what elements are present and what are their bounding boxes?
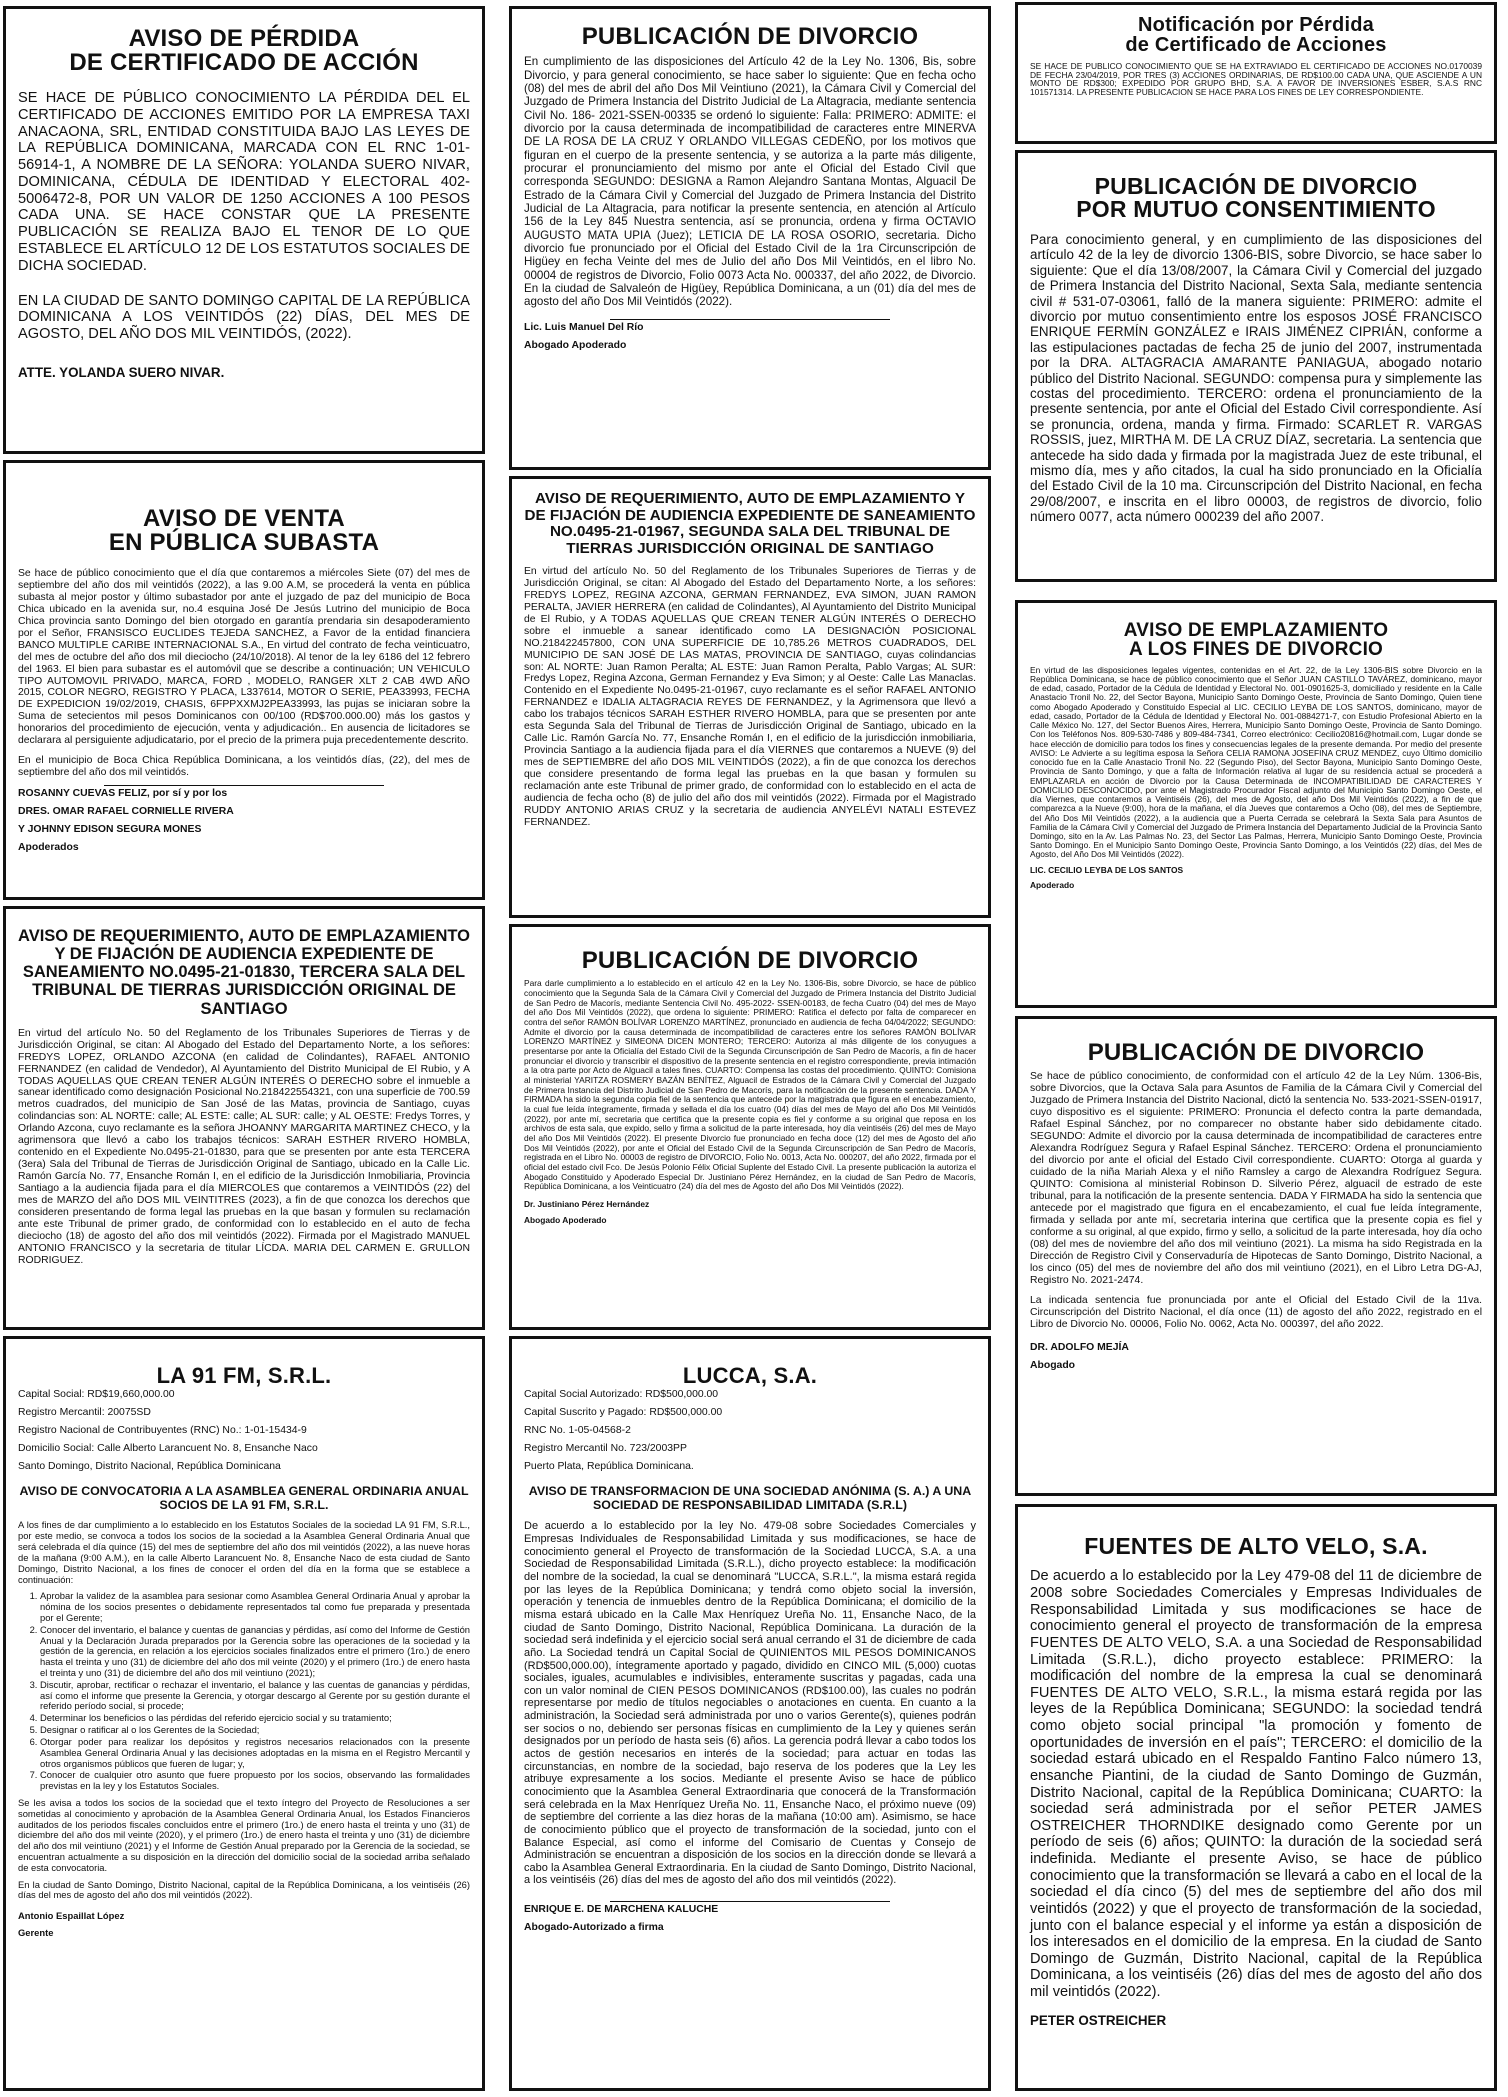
- company-capital: Capital Social: RD$19,660,000.00: [18, 1389, 175, 1401]
- signature-line-4: Apoderados: [18, 842, 79, 853]
- signature-role: Abogado Apoderado: [524, 1214, 607, 1225]
- agenda-list: [18, 1591, 470, 1792]
- agenda-item: 2. Conocer del inventario, el balance y cuentas de ganancias y pérdidas, así como del Informe de Gestión Anual y la Declaración Jurada preparados por la Gerencia sobre las operaciones de la sociedad y la gestión de la gerencia, en relación a los ejercicios sociales finalizados entre el primero (1ro.) de enero hasta el treinta y uno (31) de diciembre del año dos mil veinte (2020) y el primero (1ro.) de enero hasta el treinta y uno (31) de diciembre del año dos mil veintiuno (2021);: [40, 1625, 470, 1679]
- notice-body: En virtud del artículo No. 50 del Reglamento de los Tribunales Superiores de Tierras y de Jurisdicción Original, se citan: Al Abogado del Estado del Departamento Norte, a los señores: FREDYS LOPEZ, ORLANDO AZCONA (en calidad de Colindantes), RAFAEL ANTONIO FERNANDEZ (en calidad de Vendedor), Al Ayuntamiento del Distrito Municipal de El Rubio, y A TODAS AQUELLAS QUE CREAN TENER ALGÚN INTERÉS O DERECHO sobre el inmueble a sanear identificado como designación Posicional No.218422554321, con una superficie de 700.59 metros cuadrados, del municipio de San José de las Matas, provincia de Santiago, cuyas colindancias son: AL NORTE: calle; AL ESTE: calle; AL SUR: calle; y AL OESTE: Fredys Torres, y Orlando Azcona, cuyo reclamante es la señora JHOANNY MARGARITA MARTINEZ CHECO, y la agrimensora que llevó a cabo los trabajos técnicos: SARAH ESTHER RIVERO HOMBLA, contenido en el Expediente No.0495-21-01830, para que se presenten por ante esta TERCERA (3era) Sala del Tribunal de Tierras de Jurisdicción Original de Santiago, ubicado en la Calle Lic. Ramón García No. 77, Ensanche Román I, en el edificio de la Jurisdicción Inmobiliaria, Provincia Santiago a la audiencia fijada para el día MIERCOLES que contaremos a VEINTIDÓS (22) del mes de MARZO del año DOS MIL VEINTITRES (2023), a fin de que conozca los derechos que consideren presentando de forma legal las pruebas en la que basan y formulen su reclamación ante este Tribunal de primer grado, de conformidad con lo establecido en el auto de fecha dieciocho (18) de agosto del año dos mil veintidós (2022). Firmada por el Magistrado MANUEL ANTONIO FRANCISCO y la secretaria de titular LÍCDA. MARIA DEL CARMEN E. GRULLON RODRIGUEZ.: [18, 1027, 470, 1266]
- notice-body: Se hace de público conocimiento, de conformidad con el artículo 42 de la Ley Núm. 1306-Bis, sobre Divorcios, que la Octava Sala para Asuntos de Familia de la Cámara Civil y Comercial del Juzgado de Primera Instancia del Distrito Nacional, dictó la sentencia No. 533-2021-SSEN-01917, cuyo dispositivo es el siguiente: PRIMERO: Pronuncia el defecto contra la parte demandada, Rafael Espinal Sánchez, por no comparecer no obstante haber sido debidamente citado. SEGUNDO: Admite el divorcio por la causa determinada de incompatibilidad de caracteres entre Alexandra Rodríguez Segura y Rafael Espinal Sánchez. TERCERO: Ordena el pronunciamiento del divorcio por ante el oficial del Estado Civil correspondiente. CUARTO: Otorga al guarda y cuidado de la niña Mariah Alexa y el niño Ramsley a cargo de Alexandra Rodríguez Segura. QUINTO: Comisiona al ministerial Robinson D. Silverio Pérez, alguacil de estrado de este tribunal, para la notificación de la presente sentencia. DADA Y FIRMADA ha sido la sentencia que antecede por el magistrado que figura en el encabezamiento, el cual fue leída íntegramente, firmada y sellada por ante mí, secretaria interina que certifica que la presente copia es fiel y conforme a su original, al que expido, firmo y sello, a solicitud de la parte interesada, hoy día ocho (08) del mes de noviembre del año dos mil veintiuno (2021). La misma ha sido Registrada en la Dirección de Registro Civil y Conservaduría de Hipotecas de Santo Domingo, Distrito Nacional, a los cinco (05) del mes de noviembre del año dos mil veintiuno (2021), en el Libro Letra DG-AJ, Registro No. 2021-2474.: [1030, 1071, 1482, 1286]
- signature-role: Abogado-Autorizado a firma: [524, 1922, 664, 1934]
- signature-role: Abogado: [1030, 1360, 1076, 1372]
- column-center: [509, 0, 997, 2097]
- signature-role: Abogado Apoderado: [524, 339, 627, 351]
- notice-title: [1030, 15, 1482, 56]
- title-line-2: EN PÚBLICA SUBASTA: [108, 529, 380, 557]
- signature-name: Lic. Luis Manuel Del Río: [524, 321, 644, 333]
- agenda-item: 6. Otorgar poder para realizar los depósitos y registros necesarios relacionados con la presente Asamblea General Ordinaria Anual y las decisiones adoptadas en la misma en el Registro Mercantil y otros organismos públicos que fueren de lugar; y,: [40, 1737, 470, 1769]
- signature-role: Gerente: [18, 1927, 54, 1939]
- company-registry: Registro Mercantil No. 723/2003PP: [524, 1443, 687, 1455]
- company-capital-paid: Capital Suscrito y Pagado: RD$500,000.00: [524, 1407, 723, 1419]
- notice-divorce-summons: [1015, 600, 1497, 1008]
- signature-line: [610, 319, 890, 320]
- notice-title: [1030, 621, 1482, 660]
- notice-body: SE HACE DE PUBLICO CONOCIMIENTO QUE SE HA EXTRAVIADO EL CERTIFICADO DE ACCIONES NO.0170039 DE FECHA 23/04/2019, POR TRES (3) ACCIONES ORDINARIAS, DE RD$100.00 CADA UNA, QUE ASCIENDE A UN MONTO DE RD$300; EXPEDIDO POR GRUPO BHD, S.A. A FAVOR DE INVERSIONES ESBER, S.A.S RNC 101571314. LA PRESENTE PUBLICACION SE HACE PARA LOS FINES DE LEY CORRESPONDIENTE.: [1030, 60, 1482, 98]
- title-line-1: PUBLICACIÓN DE DIVORCIO: [1094, 173, 1418, 199]
- notice-body: Para conocimiento general, y en cumplimiento de las disposiciones del artículo 42 de la ley de divorcio 1306-BIS, sobre Divorcio, se hace saber lo siguiente: Que el día 13/08/2007, la Cámara Civil y Comercial del juzgado de Primera Instancia del Distrito Nacional, Sexta Sala, mediante sentencia civil # 531-07-03061, falló de la manera siguiente: PRIMERO: admite el divorcio por mutuo consentimiento entre los esposos JOSÉ FRANCISCO ENRIQUE FERMÍN GONZÁLEZ e IRAIS JIMÉNEZ CIPRIÁN, conforme a las estipulaciones pactadas de fecha 25 de junio del 2007, instrumentada por la DRA. ALTAGRACIA AMARANTE PANIAGUA, abogado notario público del Distrito Nacional. SEGUNDO: compensa pura y simplemente las costas del procedimiento. TERCERO: ordena el pronunciamiento de la presente sentencia, por ante el Oficial del Estado Civil correspondiente. Así se pronuncia, ordena, manda y firma. Firmado: SCARLET R. VARGAS ROSSIS, juez, MIRTHA M. DE LA CRUZ DÍAZ, secretaria. La sentencia que antecede ha sido dada y firmada por la magistrada Juez de este tribunal, el mismo día, mes y año citados, la cual ha sido pronunciado en la Oficialía del Estado Civil de la 10 ma. Circunscripción del Distrito Nacional, en fecha 29/08/2007, e inscrita en el libro 00003, de registros de divorcio, folio número 0077, acta número 000239 del año 2007.: [1030, 231, 1482, 525]
- notice-closing: Se les avisa a todos los socios de la sociedad que el texto íntegro del Proyecto de Resoluciones a ser sometidas al conocimiento y aprobación de la Asamblea General Ordinaria Anual, los Estados Financieros auditados de los periodos fiscales concluidos entre el primero (1ro.) de enero hasta el treinta y uno (31) de diciembre del año dos mil veinte (2020), y el primero (1ro.) de enero hasta el treinta y uno (31) de diciembre del año dos mil veintiuno (2021) y el Informe de Gestión Anual preparado por la Gerencia de la sociedad, se encuentran actualmente a su disposición en la dirección del domicilio social de la sociedad arriba señalado de esta convocatoria.: [18, 1796, 470, 1873]
- notice-title: [1030, 175, 1482, 222]
- company-address: Domicilio Social: Calle Alberto Larancuent No. 8, Ensanche Naco: [18, 1443, 318, 1455]
- signature-line-2: DRES. OMAR RAFAEL CORNIELLE RIVERA: [18, 806, 234, 818]
- title-line-2: de Certificado de Acciones: [1125, 34, 1387, 57]
- notice-closing: La indicada sentencia fue pronunciada por ante el Oficial del Estado Civil de la 11va. Circunscripción del Distrito Nacional, el día once (11) de agosto del año 2022, registrado en el Libro de Divorcio No. 00006, Folio No. 0062, Acta No. 000397, del año 2022.: [1030, 1294, 1482, 1330]
- signature-line: [610, 1901, 890, 1902]
- title-line-1: Notificación por Pérdida: [1138, 14, 1374, 36]
- signature-line: [104, 785, 384, 786]
- signature-name: ENRIQUE E. DE MARCHENA KALUCHE: [524, 1904, 719, 1916]
- company-name: FUENTES DE ALTO VELO, S.A.: [1084, 1533, 1428, 1559]
- signature-name: Antonio Espaillat López: [18, 1910, 125, 1922]
- notice-title: [18, 507, 470, 556]
- notice-body: En virtud del artículo No. 50 del Reglamento de los Tribunales Superiores de Tierras y de Jurisdicción Original, se citan: Al Abogado del Estado del Departamento Norte, a los señores: FREDYS LOPEZ, REGINA AZCONA, GERMAN FERNANDEZ, EVA SIMON, JUAN RAMON PERALTA, JAVIER HERRERA (en calidad de Colindantes), Al Ayuntamiento del Distrito Municipal de El Rubio, y A TODAS AQUELLAS QUE CREAN TENER ALGÚN INTERÉS O DERECHO sobre el inmueble a sanear identificado como LA DESIGNACIÓN POSICIONAL NO.218422457800, CON UNA SUPERFICIE DE 10,785.26 METROS CUADRADOS, DEL MUNICIPIO DE SAN JOSÉ DE LAS MATAS, PROVINCIA DE SANTIAGO, cuyas colindancias son: AL NORTE: Juan Ramon Peralta; AL ESTE: Juan Ramon Peralta, Pablo Vargas; AL SUR: Fredys Lopez, Regina Azcona, German Fernandez y Eva Simon; y al Oeste: Calle Las Manaclas. Contenido en el Expediente No.0495-21-01967, cuyo reclamante es el señor RAFAEL ANTONIO FERNANDEZ e IDALIA ALTAGRACIA REYES DE FERNANDEZ, y la Agrimensora que llevó a cabo los trabajos técnicos SARAH ESTHER RIVERO HOMBLA, para que se presenten por ante esta Segunda Sala del Tribunal de Tierras de Jurisdicción Original de Santiago, ubicado en la Calle Lic. Ramón García No. 77, Ensanche Román I, en el edificio de la jurisdicción inmobiliaria, Provincia Santiago a la audiencia fijada para el día VIERNES que contaremos a NUEVE (9) del mes de SEPTIEMBRE del año DOS MIL VEINTIDÓS (2022), a fin de que conozca los derechos que considere presentando de forma legal las pruebas en la que basan y formulen su reclamación ante este Tribunal de primer grado, de conformidad con lo establecido en el acta de audiencia de fecha ocho (8) de julio del año dos mil veintidós (2022). Firmada por el Magistrado RUDDY ANTONIO ARIAS CRUZ y la secretaria de audiencia ANYELÉVI NATALI ESTEVEZ FERNANDEZ.: [524, 565, 976, 828]
- notice-body: SE HACE DE PÚBLICO CONOCIMIENTO LA PÉRDIDA DEL EL CERTIFICADO DE ACCIONES EMITIDO POR LA EMPRESA TAXI ANACAONA, SRL, ENTIDAD CONSTITUIDA BAJO LAS LEYES DE LA REPÚBLICA DOMINICANA, MARCADA CON EL RNC 1-01-56914-1, A NOMBRE DE LA SEÑORA: YOLANDA SUERO NIVAR, DOMINICANA, CÉDULA DE IDENTIDAD Y ELECTORAL 402-5006472-8, POR UN VALOR DE 1250 ACCIONES A 100 PESOS CADA UNA. SE HACE CONSTAR QUE LA PRESENTE PUBLICACIÓN SE REALIZA BAJO EL TENOR DE LO QUE ESTABLECE EL ARTÍCULO 12 DE LOS ESTATUTOS SOCIALES DE DICHA SOCIEDAD.: [18, 89, 470, 274]
- notice-divorce-2: [509, 924, 991, 1330]
- title-line-1: AVISO DE VENTA: [143, 505, 345, 532]
- notice-lucca-transformation: [509, 1336, 991, 2091]
- notice-place-date: EN LA CIUDAD DE SANTO DOMINGO CAPITAL DE LA REPÚBLICA DOMINICANA A LOS VEINTIDÓS (22) DÍAS, DEL MES DE AGOSTO, DEL AÑO DOS MIL VEINTIDÓS, (2022).: [18, 292, 470, 343]
- agenda-item: 5. Designar o ratificar al o los Gerentes de la Sociedad;: [40, 1725, 470, 1736]
- notice-share-certificate-loss: [1015, 2, 1497, 144]
- notice-divorce-1: [509, 6, 991, 470]
- company-city: Santo Domingo, Distrito Nacional, República Dominicana: [18, 1461, 281, 1473]
- notice-title: AVISO DE REQUERIMIENTO, AUTO DE EMPLAZAMIENTO Y DE FIJACIÓN DE AUDIENCIA EXPEDIENTE DE SANEAMIENTO NO.0495-21-01830, TERCERA SALA DEL TRIBUNAL DE TIERRAS JURISDICCIÓN ORIGINAL DE SANTIAGO: [18, 927, 470, 1018]
- agenda-item: 4. Determinar los beneficios o las pérdidas del referido ejercicio social y su tratamiento;: [40, 1713, 470, 1724]
- notice-body: En virtud de las disposiciones legales vigentes, contenidas en el Art. 22, de la Ley 1306-BIS sobre Divorcio en la República Dominicana, se hace de público conocimiento que el Señor JUAN CASTILLO TAVÁREZ, dominicano, mayor de edad, casado, Portador de la Cédula de Identidad y Electoral No. 001-0901625-3, domiciliado y residente en la Calle Anastacio Tronil No. 22, del Sector Bayona, Municipio Santo Domingo Oeste, Provincia de Santo Domingo, Quien tiene como Abogado Apoderado y Constituido Especial al LIC. CECILIO LEYBA DE LOS SANTOS, dominicano, mayor de edad, casado, Portador de la Cédula de Identidad y Electoral No. 001-0884271-7, con Estudio Profesional Abierto en la Calle México No. 127, del Sector Buenos Aires, Herrera, Municipio Santo Domingo Oeste, Provincia de Santo Domingo. Con los Teléfonos Nos. 809-530-7486 y 809-484-7341, Correo electrónico: Cecilio20816@hotmail.com, Lugar donde se hace elección de domicilio para todos los fines y consecuencias legales de la presente demanda. Por medio del presente AVISO: Le Advierte a su legítima esposa la Señora CELIA RAMONA JOSEFINA CRUZ MENDEZ, cuyo Último domicilio conocido fue en la Calle Anastacio Tronil No. 22 (Segundo Piso), del Sector Bayona, Municipio Santo Domingo Oeste, Provincia de Santo Domingo, y que a falta de Información relativa al lugar de su residencia actual se procederá a EMPLAZARLA en acción de Divorcio por la Causa Determinada de INCOMPATIBILIDAD DE CARACTERES Y DOMICILIO DESCONOCIDO, por ante el Magistrado Procurador Fiscal adjunto del Municipio Santo Domingo Oeste, el día Viernes, que contaremos a Veintiséis (26), del mes de Agosto, del año Dos Mil Veintidós (2022), a fin de que comparezca a la Nueve (9:00), hora de la mañana, el día Jueves que contaremos a Ocho (08), del mes de Septiembre, del Año Dos Mil Veintidós (2022), a la audiencia que a Puerta Cerrada se celebrará la Sexta Sala para Asuntos de Familia de la Cámara Civil y Comercial del Juzgado de Primera Instancia del Departamento Judicial de la Provincia Santo Domingo, sito en la Av. Las Palmas No. 23, del Sector Las Palmas, Herrera, Municipio Santo Domingo Oeste, Provincia Santo Domingo. En el Municipio Santo Domingo Oeste, Provincia Santo Domingo, a los Veintidós (22) días, del Mes de Agosto, del Año Dos Mil Veintidós (2022).: [1030, 664, 1482, 860]
- column-right: [1015, 0, 1503, 2097]
- title-line-1: AVISO DE PÉRDIDA: [128, 25, 360, 52]
- notice-title: AVISO DE REQUERIMIENTO, AUTO DE EMPLAZAMIENTO Y DE FIJACIÓN DE AUDIENCIA EXPEDIENTE DE SANEAMIENTO NO.0495-21-01967, SEGUNDA SALA DEL TRIBUNAL DE TIERRAS JURISDICCIÓN ORIGINAL DE SANTIAGO: [524, 490, 976, 558]
- notice-title: PUBLICACIÓN DE DIVORCIO: [581, 23, 919, 50]
- notice-fuentes-alto-velo: [1015, 1504, 1497, 2091]
- notice-title: PUBLICACIÓN DE DIVORCIO: [1087, 1039, 1425, 1066]
- signature-name: DR. ADOLFO MEJÍA: [1030, 1342, 1129, 1354]
- company-name: LA 91 FM, S.R.L.: [156, 1363, 332, 1388]
- notice-body: De acuerdo a lo establecido por la Ley 479-08 del 11 de diciembre de 2008 sobre Sociedades Comerciales y Empresas Individuales de Responsabilidad Limitada y sus modificaciones se hace de conocimiento general el proyecto de transformación de la empresa FUENTES DE ALTO VELO, S.A. a una Sociedad de Responsabilidad Limitada (S.R.L.), dicho proyecto establece: PRIMERO: la modificación del nombre de la empresa la cual se denominará FUENTES DE ALTO VELO, S.R.L., la misma estará regida por las leyes de la República Dominicana; SEGUNDO: la sociedad tendrá como objeto social principal "la promoción y fomento de oportunidades de inversión en el país"; TERCERO: el domicilio de la sociedad estará ubicado en el Respaldo Fantino Falco número 13, ensanche Piantini, de la ciudad de Santo Domingo de Guzmán, Distrito Nacional, capital de la República Dominicana; CUARTO: la sociedad será administrada por el señor PETER JAMES OSTREICHER THORNDIKE designado como Gerente por un período de seis (6) años; QUINTO: la duración de la sociedad será indefinida. Mediante el presente Aviso, se hace de público conocimiento que la transformación se llevará a cabo en el local de la sociedad el día cinco (5) del mes de septiembre del año dos mil veintidós (2022) y que el proyecto de transformación de la sociedad, junto con el balance especial y el informe ya están a disposición de los interesados en el domicilio de la empresa. En la ciudad de Santo Domingo de Guzmán, Distrito Nacional, capital de la República Dominicana, a los veintiséis (26) días del mes de agosto del año dos mil veintidós (2022).: [1030, 1568, 1482, 2001]
- company-name: LUCCA, S.A.: [682, 1363, 818, 1388]
- column-left: [3, 0, 491, 2097]
- agenda-item: 7. Conocer de cualquier otro asunto que fuere propuesto por los socios, observando las formalidades previstas en la ley y los Estatutos Sociales.: [40, 1770, 470, 1792]
- notice-mutual-divorce: [1015, 150, 1497, 582]
- notice-divorce-3: [1015, 1016, 1497, 1496]
- notice-land-requirement-1967: [509, 476, 991, 918]
- notice-signature: ATTE. YOLANDA SUERO NIVAR.: [18, 364, 225, 380]
- notice-land-requirement-1830: [3, 906, 485, 1330]
- notice-body: De acuerdo a lo establecido por la ley No. 479-08 sobre Sociedades Comerciales y Empresas Individuales de Responsabilidad Limitada y sus modificaciones, se hace de conocimiento general el Proyecto de transformación de la Sociedad LUCCA, S.A. a una Sociedad de Responsabilidad Limitada (S.R.L.), dicho proyecto establece: la modificación del nombre de la sociedad, la cual se denominará "LUCCA, S.R.L.", la misma estará regida por las leyes de la República Dominicana; y tendrá como objeto social la inversión, operación y tenencia de inmuebles dentro de la República Dominicana; el domicilio de la misma estará ubicado en la Calle Max Henríquez Ureña No. 11, Ensanche Naco, de la ciudad de Santo Domingo, Distrito Nacional, República Dominicana. La duración de la sociedad será indefinida y el ejercicio social será anual cerrando el 31 de diciembre de cada año. La Sociedad tendrá un Capital Social de QUINIENTOS MIL PESOS DOMINICANOS (RD$500,000.00), íntegramente aportado y pagado, dividido en CINCO MIL (5,000) cuotas sociales, iguales, acumulables e indivisibles, enteramente suscritas y pagadas, cada una con un valor nominal de CIEN PESOS DOMINICANOS (RD$100.00), las cuales no podrán representarse por medio de títulos negociables o anotaciones en cuenta. En cuanto a la administración, la Sociedad será administrada por uno o varios Gerente(s), quienes podrán ser socios o no, debiendo ser personas físicas en cumplimiento de la Ley y quienes serán designados por un período de hasta seis (6) años. La gerencia podrá llevar a cabo todos los actos de gestión necesarios en interés de la sociedad; para actuar en todas las circunstancias, en nombre de la sociedad, bajo reserva de los poderes que la Ley les atribuye expresamente a los socios. Mediante el presente Aviso se hace de público conocimiento que la Asamblea General Extraordinaria que conocerá de la Transformación será celebrada en la Max Henríquez Ureña No. 11, Ensanche Naco, el próximo nueve (09) de septiembre del corriente a las diez horas de la mañana (10:00 am). Asimismo, se hace de conocimiento público que el proyecto de transformación de la sociedad, junto con el Balance Especial, así como el informe del Comisario de Cuentas y Consejo de Administración se encuentran a disposición de los socios en la dirección donde se llevará a cabo la Asamblea General Extraordinaria. En la ciudad de Santo Domingo, Distrito Nacional, a los veintiséis (26) días del mes de agosto del año dos mil veintidós (2022).: [524, 1520, 976, 1887]
- notice-body: Se hace de público conocimiento que el día que contaremos a miércoles Siete (07) del mes de septiembre del año dos mil veintidós (2022), a las 9.00 A.M, se procederá la venta en pública subasta al mejor postor y último subastador por ante el juzgado de paz del municipio de Boca Chica ubicado en la avenida sur, no.4 esquina José De Jesús Lutrino del municipio de Boca Chica provincia santo Domingo del bien otorgado en garantía prendaria sin desapoderamiento por el Señor, FRANSISCO EUCLIDES TEJEDA SANCHEZ, a Favor de la entidad financiera BANCO MULTIPLE CARIBE INTERNACIONAL S.A., En virtud del contrato de fecha veinticuatro, del mes de octubre del año dos mil dieciocho (24/10/2018). Al tenor de la ley 6186 del 12 febrero del 1963. El bien para subastar es el automóvil que se describe a continuación; UN VEHICULO TIPO AUTOMOVIL PRIVADO, MARCA, FORD , MODELO, RANGER XLT 2 CAB 4WD AÑO 2015, COLOR NEGRO, REGISTRO Y PLACA, L337614, MOTOR O SERIE, PEA33993, FECHA DE EXPEDICION 19/02/2019, CHASIS, 6FPPXXMJ2PEA33993, las pujas se iniciaran sobre la Suma de setecientos mil pesos Dominicanos con 00/100 (RD$700.000.00) más los gastos y honorarios del procedimiento de ejecución, venta y adjudicación.. En ausencia de licitadores se declarara al persiguiente adjudicatario, por el precio de la primera puja precedentemente descrito.: [18, 567, 470, 747]
- notice-place-date: En el municipio de Boca Chica República Dominicana, a los veintidós días, (22), del mes de septiembre del año dos mil veintidós.: [18, 755, 470, 779]
- signature-name: LIC. CECILIO LEYBA DE LOS SANTOS: [1030, 864, 1184, 875]
- company-registry: Registro Mercantil: 20075SD: [18, 1407, 151, 1419]
- notice-title: PUBLICACIÓN DE DIVORCIO: [581, 947, 919, 974]
- title-line-2: POR MUTUO CONSENTIMIENTO: [1076, 196, 1436, 223]
- notice-body: Para darle cumplimiento a lo establecido en el artículo 42 en la Ley No. 1306-Bis, sobre Divorcio, se hace de público conocimiento que la Segunda Sala de la Cámara Civil y Comercial del Juzgado de Primera Instancia del Distrito Judicial de San Pedro de Macorís, mediante Sentencia Civil No. 495-2022- SSEN-00183, de fecha Cuatro (04) del mes de Mayo del año Dos Mil Veintidós (2022), que ordena lo siguiente: PRIMERO: Ratifica el defecto por falta de comparecer en contra del señor RAMÓN BOLÍVAR LORENZO MARTÍNEZ, pronunciado en audiencia de fecha 04/04/2022; SEGUNDO: Admite el divorcio por la causa determinada de incompatibilidad de caracteres entre los señores RAMÓN BOLÍVAR LORENZO MARTÍNEZ y SIMEONA DICEN MONTERO; TERCERO: Autoriza al más diligente de los conyugues a presentarse por ante la Oficialía del Estado Civil de la Segunda Circunscripción de San Pedro de Macorís, a fin de hacer pronunciar el divorcio y transcribir el dispositivo de la presente sentencia en el registro correspondiente, previa intimación a la otra parte por Acto de Alguacil a tales fines. CUARTO: Compensa las costas del procedimiento. QUINTO: Comisiona al ministerial YARITZA ROSMERY BAZÁN BENÍTEZ, Alguacil de Estrados de la Cámara Civil y Comercial del Juzgado de Primera Instancia del Distrito Judicial de San Pedro de Macorís, para la notificación de la presente sentencia. DADA Y FIRMADA ha sido la segunda copia fiel de la sentencia que antecede por la magistrada que figura en el encabezamiento, la cual fue leída íntegramente, firmada y sellada el día los cuatro (04) días del mes de Mayo del año Dos Mil Veintidós (2022), por ante mí, secretaria que certifica que la presente copia es fiel y conforme a su original que reposa en los archivos de esta sala, que expido, sello y firma a solicitud de la parte interesada, hoy día veintiséis (26) del mes de Mayo del año Dos Mil Veintidós (2022). El presente Divorcio fue pronunciado en fecha doce (12) del mes de Agosto del año Dos Mil Veintidós (2022), por ante el Oficial del Estado Civil de la Segunda Circunscripción de San Pedro de Macorís, registrada en el Libro No. 00003 de registro de DIVORCIO, Folio No. 0013, Acta No. 000207, del año 2022, firmada por el oficial del estado civil Fco. De Jesús Polonio Félix Oficial Suplente del Estado Civil. La presente publicación la autoriza el Abogado Constituido y Apoderado Especial Dr. Justiniano Pérez Hernández, en la ciudad de San Pedro de Macorís, República Dominicana, a los Veinticuatro (24) día del mes de Agosto del año Dos Mil Veintidós (2022).: [524, 978, 976, 1192]
- agenda-item: 1. Aprobar la validez de la asamblea para sesionar como Asamblea General Ordinaria Anual y aprobar la nómina de los socios presentes o debidamente representados tal como fue preparada y presentada por el Gerente;: [40, 1591, 470, 1623]
- title-line-2: DE CERTIFICADO DE ACCIÓN: [69, 49, 419, 77]
- notice-certificate-loss: [3, 6, 485, 454]
- signature-line-3: Y JOHNNY EDISON SEGURA MONES: [18, 824, 202, 836]
- company-rnc: RNC No. 1-05-04568-2: [524, 1425, 631, 1437]
- notice-body: En cumplimiento de las disposiciones del Artículo 42 de la Ley No. 1306, Bis, sobre Divorcio, y para general conocimiento, se hace saber lo siguiente: Que en fecha ocho (08) del mes de abril del año Dos Mil Veintiuno (2021), la Cámara Civil y Comercial del Juzgado de Primera Instancia del Distrito Judicial de La Altagracia, mediante sentencia Civil No. 186- 2021-SSEN-00335 se ordenó lo siguiente: Falla: PRIMERO: ADMITE: el divorcio por la causa determinada de incompatibilidad de caracteres entre MINERVA DE LA ROSA DE LA CRUZ Y ORLANDO VILLEGAS CEDEÑO, por los motivos que figuran en el cuerpo de la presente sentencia, y se autoriza a la parte más diligente, procurar el pronunciamiento del mismo por ante el Oficial del Estado Civil que corresponda SEGUNDO: DESIGNA a Ramon Alejandro Santana Montas, Alguacil De Estrado de la Cámara Civil y Comercial del Juzgado de Primera Instancia del Distrito Judicial de La Altagracia, para notificar la presente sentencia, en atención al Artículo 156 de la Ley 845 Nuestra sentencia, así se pronuncia, ordena y firma OCTAVIO AUGUSTO MATA UPIA (Juez); LETICIA DE LA ROSA OSORIO, secretaria. Dicho divorcio fue pronunciado por el Oficial del Estado Civil de la 1ra Circunscripción de Higüey en fecha Veinte del mes de Julio del año Dos Mil Veintidós, en el libro No. 00004 de registros de Divorcio, Folio 0073 Acta No. 000337, del año 2022, de Divorcio. En la ciudad de Salvaleón de Higüey, República Dominicana, a un (01) día del mes de agosto del año Dos Mil Veintidós (2022).: [524, 55, 976, 309]
- title-line-1: AVISO DE EMPLAZAMIENTO: [1123, 620, 1389, 641]
- notice-intro: A los fines de dar cumplimiento a lo establecido en los Estatutos Sociales de la sociedad LA 91 FM, S.R.L., por este medio, se convoca a todos los socios de la sociedad a la Asamblea General Ordinaria Anual que será celebrada el día quince (15) del mes de septiembre del año dos mil veintidós (2022), a las nueve horas de la mañana (9:00 A.M.), en la calle Alberto Larancuent No. 8, Ensanche Naco de esta ciudad de Santo Domingo, Distrito Nacional, a los fines de conocer el orden del día en la forma que se establece a continuación:: [18, 1519, 470, 1585]
- notice-91fm-assembly: [3, 1336, 485, 2091]
- notice-subtitle: AVISO DE CONVOCATORIA A LA ASAMBLEA GENERAL ORDINARIA ANUAL SOCIOS DE LA 91 FM, S.R.L.: [19, 1484, 469, 1512]
- company-capital-authorized: Capital Social Autorizado: RD$500,000.00: [524, 1389, 719, 1401]
- title-line-2: A LOS FINES DE DIVORCIO: [1128, 639, 1384, 661]
- notice-subtitle: AVISO DE TRANSFORMACION DE UNA SOCIEDAD ANÓNIMA (S. A.) A UNA SOCIEDAD DE RESPONSABILIDAD LIMITADA (S.R.L): [528, 1484, 972, 1512]
- signature-line-1: ROSANNY CUEVAS FELIZ, por sí y por los: [18, 788, 228, 800]
- agenda-item: 3. Discutir, aprobar, rectificar o rechazar el inventario, el balance y las cuentas de ganancias y pérdidas, así como el informe que presente la Gerencia, y otorgar descargo al Gerente por su gestión durante el referido período social, si procede;: [40, 1680, 470, 1712]
- notice-public-auction: [3, 460, 485, 900]
- company-rnc: Registro Nacional de Contribuyentes (RNC) No.: 1-01-15434-9: [18, 1425, 307, 1437]
- company-city: Puerto Plata, República Dominicana.: [524, 1461, 694, 1473]
- signature-name: PETER OSTREICHER: [1030, 2012, 1167, 2028]
- signature-role: Apoderado: [1030, 880, 1075, 891]
- signature-name: Dr. Justiniano Pérez Hernández: [524, 1198, 650, 1209]
- notice-title: [18, 27, 470, 76]
- notice-place-date: En la ciudad de Santo Domingo, Distrito Nacional, capital de la República Dominicana, a los veintiséis (26) días del mes de agosto del año dos mil veintidós (2022).: [18, 1878, 470, 1901]
